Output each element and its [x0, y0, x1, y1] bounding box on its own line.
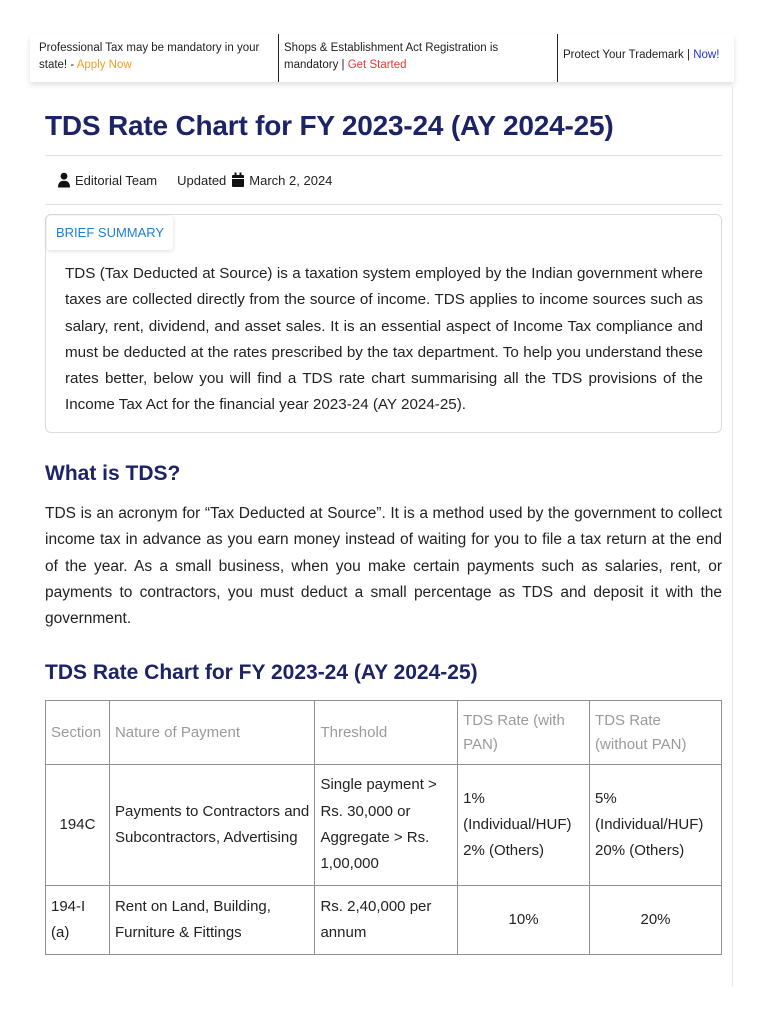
promo-bar — [30, 34, 734, 82]
cell-rate-with-pan — [458, 765, 590, 886]
rate-line: 5% — [595, 789, 617, 807]
publish-date: March 2, 2024 — [249, 172, 333, 188]
table-row — [46, 765, 722, 886]
rate-line: 1% — [463, 789, 485, 807]
user-icon — [57, 172, 71, 188]
rate-chart-heading: TDS Rate Chart for FY 2023-24 (AY 2024-25) — [45, 661, 478, 684]
cell-threshold: Rs. 2,40,000 per annum — [315, 886, 458, 955]
table-header-row — [46, 701, 722, 765]
divider — [45, 204, 722, 205]
what-is-tds-heading: What is TDS? — [45, 462, 181, 485]
col-header-rate-with-pan: TDS Rate (with PAN) — [458, 701, 590, 765]
what-is-tds-paragraph: TDS is an acronym for “Tax Deducted at Source”. It is a method used by the government to collect income tax in advance as you earn money instead of waiting for you to file a tax return at the end of the year. As a small business, when you make certain payments such as salaries, rent, or payments to contractors, you must deduct a small percentage as TDS and deposit it with the government. — [45, 505, 722, 628]
rate-line: (Individual/HUF) — [595, 815, 704, 833]
now-link[interactable]: Now! — [693, 49, 720, 61]
cell-threshold: Single payment > Rs. 30,000 or Aggregate > Rs. 1,00,000 — [315, 765, 458, 886]
updated-label: Updated — [177, 172, 227, 188]
calendar-icon — [231, 172, 245, 188]
rate-line: 20% (Others) — [595, 842, 685, 860]
tds-rate-table — [45, 700, 722, 955]
brief-summary-text: TDS (Tax Deducted at Source) is a taxation system employed by the Indian government where taxes are collected directly from the source of income. TDS applies to income sources such as salary, rent, dividend, and asset sales. It is an essential aspect of Income Tax compliance and must be deducted at the rates prescribed by the tax department. To help you understand these rates better, below you will find a TDS rate chart summarising all the TDS provisions of the Income Tax Act for the financial year 2023-24 (AY 2024-25). — [65, 265, 703, 414]
author-name[interactable]: Editorial Team — [75, 172, 158, 188]
page-edge-divider — [732, 86, 733, 986]
promo-text: Protect Your Trademark | — [563, 49, 694, 61]
promo-professional-tax — [30, 34, 279, 82]
promo-text: Shops & Establishment Act Registration is mandatory | — [284, 42, 499, 71]
promo-text: Professional Tax may be mandatory in your state! - — [39, 42, 260, 71]
cell-nature: Rent on Land, Building, Furniture & Fittings — [109, 886, 315, 955]
brief-summary-box — [45, 214, 722, 433]
cell-section: 194-I (a) — [46, 886, 110, 955]
col-header-section: Section — [46, 701, 110, 765]
cell-nature: Payments to Contractors and Subcontractors, Advertising — [109, 765, 315, 886]
promo-shops-establishment — [279, 34, 558, 82]
table-row — [46, 886, 722, 955]
get-started-link[interactable]: Get Started — [347, 59, 407, 71]
rate-line: 2% (Others) — [463, 842, 544, 860]
brief-summary-tag: BRIEF SUMMARY — [47, 216, 173, 250]
divider — [45, 155, 722, 156]
article-meta — [57, 170, 332, 190]
col-header-nature: Nature of Payment — [109, 701, 315, 765]
page-title: TDS Rate Chart for FY 2023-24 (AY 2024-25) — [45, 110, 614, 141]
col-header-threshold: Threshold — [315, 701, 458, 765]
cell-rate-without-pan — [590, 765, 722, 886]
col-header-rate-without-pan: TDS Rate (without PAN) — [590, 701, 722, 765]
rate-line: (Individual/HUF) — [463, 815, 572, 833]
cell-rate-without-pan: 20% — [590, 886, 722, 955]
apply-now-link[interactable]: Apply Now — [76, 59, 132, 71]
cell-rate-with-pan: 10% — [458, 886, 590, 955]
promo-trademark — [558, 34, 734, 82]
cell-section: 194C — [46, 765, 110, 886]
